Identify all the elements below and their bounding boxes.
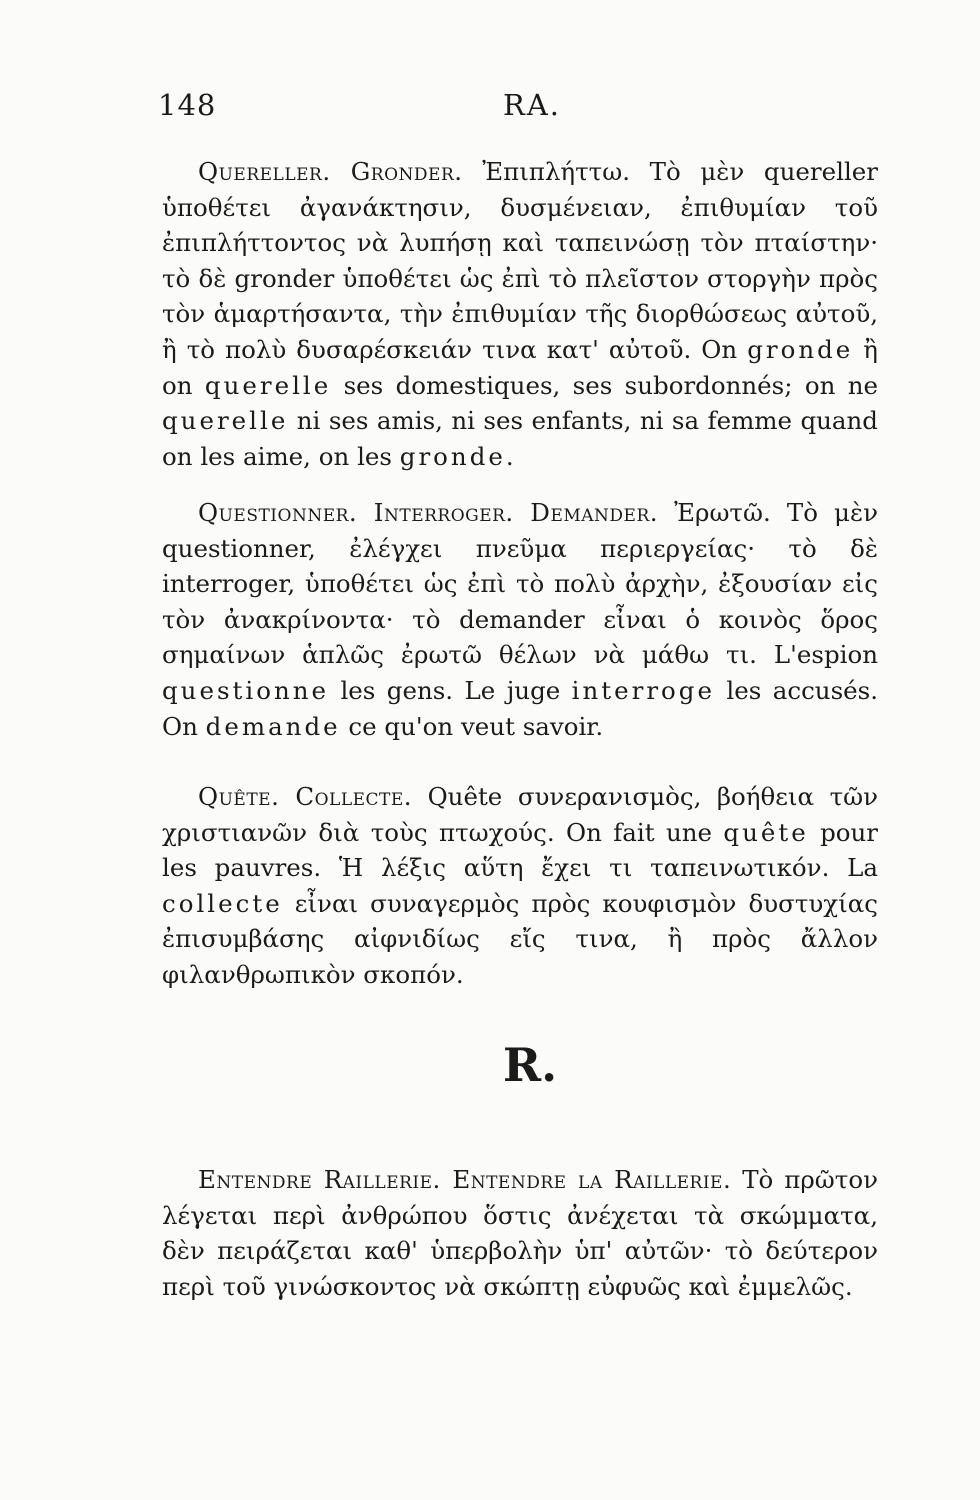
entry-questionner: [162, 495, 878, 744]
entry-text: ni ses amis, ni ses enfants, ni sa femme quand on les aime, on les: [162, 406, 878, 471]
page-number: 148: [158, 88, 217, 122]
example-term: collecte: [162, 888, 283, 918]
entry-text: Quête συνερανισμὸς, βοήθεια τῶν χριστιανῶν διὰ τοὺς πτωχούς. On fait une: [162, 782, 878, 847]
running-head: RA.: [503, 88, 561, 122]
entry-headword: Quête. Collecte.: [198, 782, 413, 811]
entry-headword: Entendre Raillerie. Entendre la Raillerie.: [198, 1165, 732, 1194]
example-term: gronde: [399, 441, 506, 471]
example-term: quête: [723, 817, 809, 847]
entry-headword: Quereller. Gronder.: [198, 157, 463, 186]
entry-text: ce qu'on veut savoir.: [340, 711, 604, 741]
entry-text: ἢ on: [162, 334, 878, 400]
entry-quereller: [162, 154, 878, 474]
entry-raillerie: [162, 1162, 878, 1304]
example-term: interroge: [571, 675, 715, 705]
example-term: questionne: [162, 675, 330, 705]
entry-text: ses domestiques, ses subordonnés; on ne: [331, 370, 878, 400]
entry-text: les gens. Le juge: [329, 675, 572, 705]
section-letter: R.: [502, 1038, 558, 1092]
entry-text: .: [505, 441, 514, 471]
example-term: querelle: [162, 406, 289, 436]
entry-text: pour les pauvres. Ἡ λέξις αὕτη ἔχει τι ταπεινωτικόν. La: [162, 817, 878, 883]
entry-quete: [162, 779, 878, 993]
entry-text: Ἐπιπλήττω. Τὸ μὲν quereller ὑποθέτει ἀγανάκτησιν, δυσμένειαν, ἐπιθυμίαν τοῦ ἐπιπλήττοντος νὰ λυπήσῃ καὶ ταπεινώσῃ τὸν πταίστην· τὸ δὲ gronder ὑποθέτει ὡς ἐπὶ τὸ πλεῖστον στοργὴν πρὸς τὸν ἁμαρτήσαντα, τὴν ἐπιθυμίαν τῆς διορθώσεως αὐτοῦ, ἢ τὸ πολὺ δυσαρέσκειάν τινα κατ' αὐτοῦ. On: [162, 157, 878, 364]
entry-text: εἶναι συναγερμὸς πρὸς κουφισμὸν δυστυχίας ἐπισυμβάσης αἰφνιδίως εἴς τινα, ἢ πρὸς ἄλλον φιλανθρωπικὸν σκοπόν.: [162, 888, 878, 989]
example-term: demande: [205, 711, 341, 741]
entry-text: Ἐρωτῶ. Τὸ μὲν questionner, ἐλέγχει πνεῦμα περιεργείας· τὸ δὲ interroger, ὑποθέτει ὡς ἐπὶ τὸ πολὺ ἀρχὴν, ἐξουσίαν εἰς τὸν ἀνακρίνοντα· τὸ demander εἶναι ὁ κοινὸς ὅρος σημαίνων ἁπλῶς ἐρωτῶ θέλων νὰ μάθω τι. L'espion: [162, 498, 879, 670]
page-header: [158, 88, 878, 128]
entry-headword: Questionner. Interroger. Demander.: [198, 498, 659, 527]
entry-text: Τὸ πρῶτον λέγεται περὶ ἀνθρώπου ὅστις ἀνέχεται τὰ σκώμματα, δὲν πειράζεται καθ' ὑπερβολὴν ὑπ' αὐτῶν· τὸ δεύτερον περὶ τοῦ γινώσκοντος νὰ σκώπτῃ εὐφυῶς καὶ ἐμμελῶς.: [162, 1165, 878, 1301]
example-term: gronde: [747, 334, 854, 364]
entry-text: les accusés. On: [162, 675, 878, 741]
example-term: querelle: [204, 370, 332, 400]
